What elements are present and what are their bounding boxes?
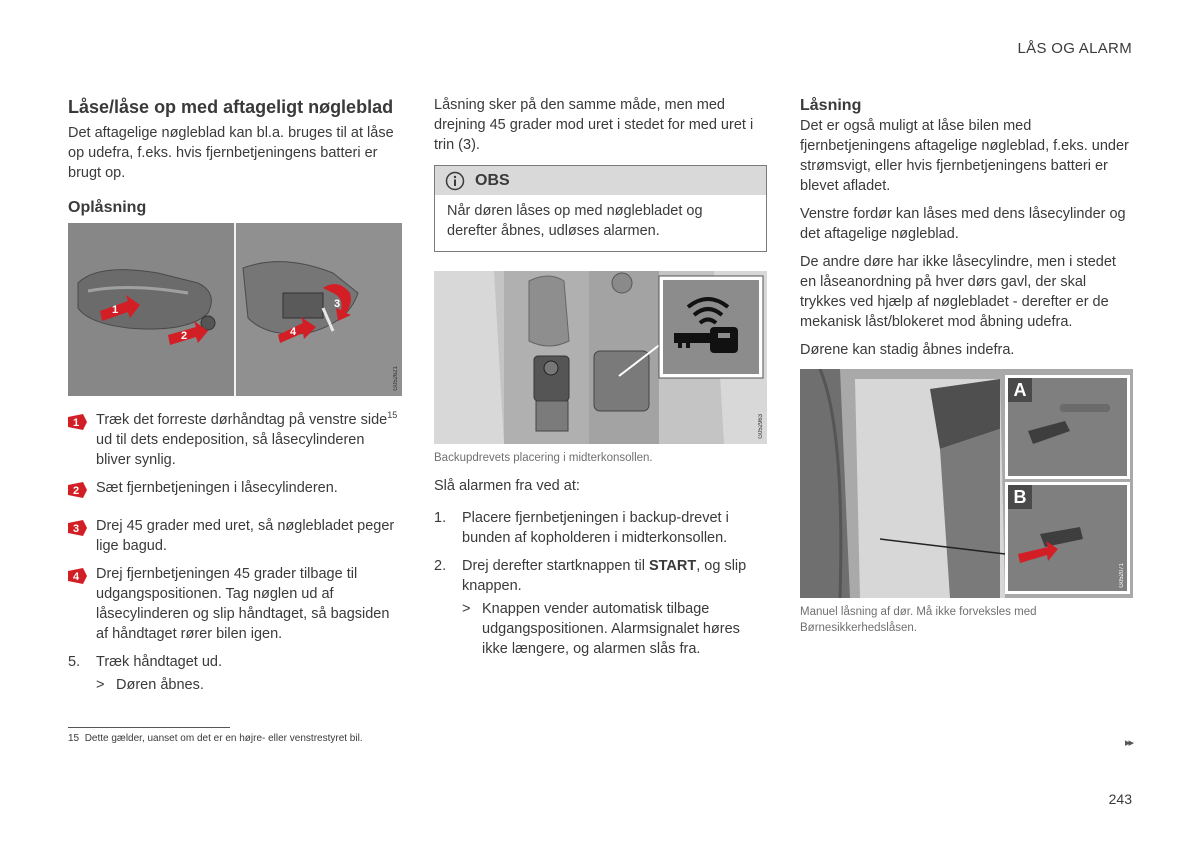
next-page-arrow-icon[interactable]: ▸▸ <box>1124 737 1132 749</box>
step-5-result <box>68 675 402 695</box>
note-box <box>434 165 767 252</box>
result-marker: > <box>96 677 105 693</box>
svg-text:2: 2 <box>73 485 80 497</box>
console-caption: Backupdrevets placering i midterkonsollen. <box>434 452 653 464</box>
step-5-number: 5. <box>68 654 81 670</box>
step-1-text-a: Træk det forreste dørhåndtag på venstre side <box>96 412 388 428</box>
step-4-text: Drej fjernbetjeningen 45 grader tilbage til udgangspositionen. Tag nøglen ud af låsecylinderen og slip håndtaget, så bagsiden af håndtaget rører bilen igen. <box>96 566 390 642</box>
door-handle-illustration <box>68 223 402 396</box>
step-badge-4 <box>68 568 87 584</box>
step-badge-3 <box>68 520 87 536</box>
alarm-result-marker: > <box>462 601 471 617</box>
door-lock-drawing <box>800 369 1133 598</box>
locking-paragraph-1: Det er også muligt at låse bilen med fjernbetjeningens aftagelige nøgleblad, f.eks. under strømsvigt, eller hvis fjernbetjeningens batteri er blevet afladet. <box>800 118 1129 194</box>
step-3-text: Drej 45 grader med uret, så nøglebladet peger lige bagud. <box>96 518 395 554</box>
alarm-result <box>434 599 767 659</box>
step-badge-2 <box>68 482 87 498</box>
step-badge-1 <box>68 414 87 430</box>
footnote-ref[interactable]: 15 <box>387 410 398 421</box>
locking-paragraph-2: Venstre fordør kan låses med dens låsecylinder og det aftagelige nøgleblad. <box>800 206 1126 242</box>
footnote-divider <box>68 727 230 728</box>
door-lock-caption: Manuel låsning af dør. Må ikke forveksles med Børnesikkerhedslåsen. <box>800 606 1037 634</box>
info-icon <box>445 171 465 191</box>
step-4 <box>68 564 402 644</box>
steps-list <box>68 410 402 695</box>
page-number: 243 <box>1108 791 1132 807</box>
step-1 <box>68 410 402 470</box>
column-left <box>68 95 402 695</box>
step-5-result-text: Døren åbnes. <box>116 677 204 693</box>
step-2 <box>68 478 402 498</box>
step-5-text: Træk håndtaget ud. <box>96 654 223 670</box>
start-label: START <box>648 558 697 574</box>
svg-text:2: 2 <box>181 330 188 342</box>
alarm-step-2-text-a: Drej derefter startknappen til <box>462 558 649 574</box>
door-handle-drawing <box>68 223 402 396</box>
column-middle <box>434 95 767 659</box>
svg-text:3: 3 <box>73 523 80 535</box>
step-1-text-b: ud til dets endeposition, så låsecylinderen bliver synlig. <box>96 432 365 468</box>
step-3 <box>68 516 402 556</box>
alarm-step-1 <box>434 508 767 548</box>
step-2-text: Sæt fjernbetjeningen i låsecylinderen. <box>96 480 338 496</box>
alarm-step-2-number: 2. <box>434 558 447 574</box>
section-header: LÅS OG ALARM <box>1017 40 1132 57</box>
alarm-intro: Slå alarmen fra ved at: <box>434 478 580 494</box>
note-header <box>435 166 766 195</box>
footnote-text: Dette gælder, uanset om det er en højre- eller venstrestyret bil. <box>84 733 363 744</box>
unlock-heading: Oplåsning <box>68 199 147 216</box>
step-5 <box>68 652 402 672</box>
alarm-step-1-number: 1. <box>434 510 447 526</box>
footnote <box>68 733 363 744</box>
locking-heading: Låsning <box>800 97 862 114</box>
footnote-number: 15 <box>68 733 80 744</box>
main-heading: Låse/låse op med aftageligt nøgleblad <box>68 97 394 117</box>
label-a-badge: A <box>1008 378 1032 402</box>
locking-paragraph-3: De andre døre har ikke låsecylindre, men i stedet en låseanordning på hver dørs gavl, der skal trykkes ved hjælp af nøglebladet - derefter er de mekanisk låst/blokeret mod åbning udefra. <box>800 254 1116 330</box>
image-code-2: G052963 <box>758 414 764 439</box>
locking-paragraph-4: Dørene kan stadig åbnes indefra. <box>800 342 1015 358</box>
alarm-step-2 <box>434 556 767 596</box>
image-code: G052621 <box>393 366 399 391</box>
door-lock-illustration <box>800 369 1133 598</box>
key-remote-symbol-icon <box>670 289 746 359</box>
intro-paragraph: Det aftagelige nøgleblad kan bl.a. bruges til at låse op udefra, f.eks. hvis fjernbetjeningens batteri er brugt op. <box>68 125 394 181</box>
note-text: Når døren låses op med nøglebladet og derefter åbnes, udløses alarmen. <box>447 203 703 239</box>
image-code-3: G052071 <box>1119 563 1125 588</box>
svg-text:4: 4 <box>290 326 297 338</box>
locking-intro: Låsning sker på den samme måde, men med drejning 45 grader mod uret i stedet for med uret i trin (3). <box>434 97 754 153</box>
svg-text:1: 1 <box>112 304 119 316</box>
alarm-result-text: Knappen vender automatisk tilbage udgangspositionen. Alarmsignalet høres ikke længere, og alarmen slås fra. <box>482 601 740 657</box>
svg-text:4: 4 <box>73 571 80 583</box>
svg-text:3: 3 <box>334 298 341 310</box>
column-right <box>800 95 1133 636</box>
console-illustration <box>434 271 767 444</box>
label-b-badge: B <box>1008 485 1032 509</box>
note-title: OBS <box>475 171 510 189</box>
alarm-step-1-text: Placere fjernbetjeningen i backup-drevet i bunden af kopholderen i midterkonsollen. <box>462 510 729 546</box>
svg-text:1: 1 <box>73 417 80 429</box>
alarm-step-2-text-b: , og slip knappen. <box>462 558 747 594</box>
